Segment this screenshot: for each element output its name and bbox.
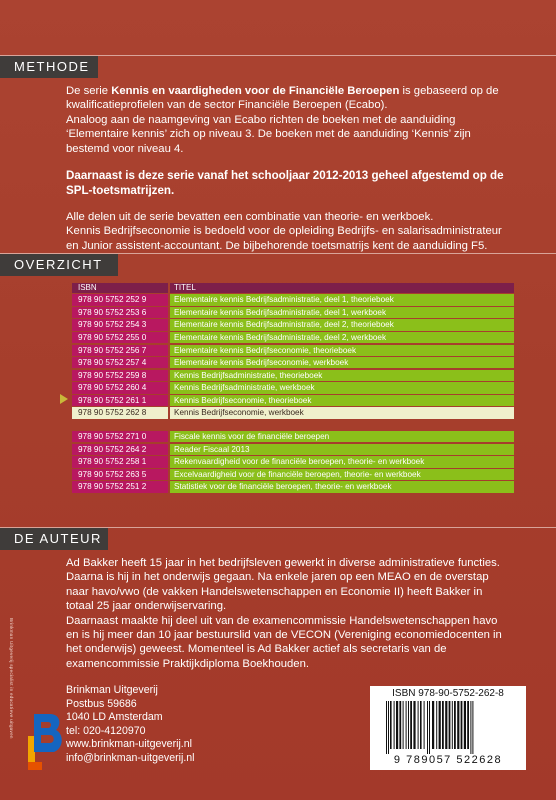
publisher-address	[66, 684, 195, 766]
publisher-name: Brinkman Uitgeverij	[66, 684, 158, 696]
barcode-bar	[449, 701, 451, 749]
isbn-cell: 978 90 5752 259 8	[72, 370, 168, 381]
methode-header: METHODE	[0, 56, 98, 78]
barcode-bar	[464, 701, 466, 749]
barcode-bar	[454, 701, 456, 749]
title-cell: Elementaire kennis Bedrijfseconomie, theorieboek	[170, 345, 514, 356]
table-header	[72, 283, 514, 293]
publisher-website: www.brinkman-uitgeverij.nl	[66, 738, 192, 751]
table-row	[72, 370, 514, 381]
isbn-cell: 978 90 5752 271 0	[72, 431, 168, 442]
table-row	[72, 307, 514, 318]
title-cell: Kennis Bedrijfseconomie, werkboek	[170, 407, 514, 418]
barcode-bar	[445, 701, 447, 749]
isbn-cell: 978 90 5752 260 4	[72, 382, 168, 393]
auteur-header: DE AUTEUR	[0, 528, 108, 550]
isbn-cell: 978 90 5752 263 5	[72, 469, 168, 480]
isbn-cell: 978 90 5752 256 7	[72, 345, 168, 356]
isbn-cell: 978 90 5752 258 1	[72, 456, 168, 467]
barcode-bar	[420, 701, 422, 749]
table-row	[72, 357, 514, 368]
publisher-spine-text: Brinkman Uitgeverij specialist in educatieve uitgaven	[9, 618, 14, 739]
table-gap	[72, 419, 514, 430]
table-row	[72, 444, 514, 455]
table-group-2	[72, 431, 514, 493]
title-cell: Rekenvaardigheid voor de financiële beroepen, theorie- en werkboek	[170, 456, 514, 467]
auteur-paragraph-1: Ad Bakker heeft 15 jaar in het bedrijfsleven gewerkt in diverse administratieve functies. Daarna is hij in het onderwijs gegaan. Na enkele jaren op een MEAO en de overstap naar havo/vwo (de vakken Handelswetenschappen en Economie II) heeft Bakker in totaal 25 jaar onderwijservaring.	[66, 557, 500, 613]
barcode-bar	[427, 701, 428, 754]
barcode-bar	[442, 701, 444, 749]
auteur-paragraph-2: Daarnaast maakte hij deel uit van de examencommissie Handelswetenschappen havo en is hij meer dan 10 jaar bestuurslid van de VECON (Vereniging economiedocenten in het onderwijs) geweest. Momenteel is Ad Bakker actief als secretaris van de examencommissie Praktijkdiploma Boekhouden.	[66, 614, 502, 670]
isbn-cell: 978 90 5752 255 0	[72, 332, 168, 343]
table-row	[72, 456, 514, 467]
title-cell: Elementaire kennis Bedrijfseconomie, werkboek	[170, 357, 514, 368]
barcode-bar	[410, 701, 412, 749]
table-row	[72, 395, 514, 406]
publisher-city: 1040 LD Amsterdam	[66, 711, 163, 724]
table-row	[72, 407, 514, 418]
barcode-bar	[418, 701, 419, 749]
isbn-cell: 978 90 5752 251 2	[72, 481, 168, 492]
title-cell: Kennis Bedrijfsadministratie, theorieboek	[170, 370, 514, 381]
isbn-cell: 978 90 5752 262 8	[72, 407, 168, 418]
barcode-bar	[457, 701, 459, 749]
barcode-bar	[424, 701, 425, 749]
publisher-postbus: Postbus 59686	[66, 697, 137, 710]
table-row	[72, 469, 514, 480]
title-cell: Kennis Bedrijfsadministratie, werkboek	[170, 382, 514, 393]
barcode-bar	[439, 701, 441, 749]
title-cell: Elementaire kennis Bedrijfsadministratie, deel 1, theorieboek	[170, 294, 514, 305]
column-header-titel: TITEL	[170, 283, 514, 293]
barcode-bars	[384, 701, 514, 754]
barcode	[370, 686, 526, 770]
brinkman-logo-icon	[24, 712, 64, 770]
table-row	[72, 319, 514, 330]
barcode-bar	[470, 701, 471, 754]
table-row	[72, 481, 514, 492]
isbn-cell: 978 90 5752 264 2	[72, 444, 168, 455]
table-row	[72, 345, 514, 356]
barcode-bar	[399, 701, 401, 749]
column-header-isbn: ISBN	[72, 283, 168, 293]
barcode-bar	[472, 701, 473, 754]
barcode-bar	[452, 701, 453, 749]
title-cell: Reader Fiscaal 2013	[170, 444, 514, 455]
title-cell: Kennis Bedrijfseconomie, theorieboek	[170, 395, 514, 406]
barcode-bar	[390, 701, 392, 749]
table-row	[72, 332, 514, 343]
publisher-email: info@brinkman-uitgeverij.nl	[66, 751, 195, 764]
isbn-cell: 978 90 5752 253 6	[72, 307, 168, 318]
table-group-1	[72, 294, 514, 419]
barcode-bar	[394, 701, 395, 749]
table-row	[72, 431, 514, 442]
barcode-bar	[461, 701, 463, 749]
barcode-bar	[408, 701, 409, 749]
barcode-bar	[386, 701, 387, 754]
barcode-bar	[436, 701, 437, 749]
barcode-bar	[396, 701, 398, 749]
overview-table	[72, 283, 514, 493]
methode-p1-pre: De serie	[66, 85, 112, 97]
barcode-bar	[403, 701, 404, 749]
methode-text	[66, 84, 506, 253]
series-title: Kennis en vaardigheden voor de Financiële Beroepen	[111, 85, 400, 97]
methode-p1-post: is gebaseerd op de kwalificatieprofielen van de sector Financiële Beroepen (Ecabo).	[66, 85, 499, 112]
highlight-arrow-icon	[60, 394, 68, 404]
title-cell: Elementaire kennis Bedrijfsadministratie, deel 2, theorieboek	[170, 319, 514, 330]
isbn-cell: 978 90 5752 252 9	[72, 294, 168, 305]
methode-paragraph-5: Kennis Bedrijfseconomie is bedoeld voor de opleiding Bedrijfs- en salarisadministrateur en Junior assistent-accountant. De bijbehorende toetsmatrijs kent de aanduiding F5.	[66, 225, 502, 252]
title-cell: Elementaire kennis Bedrijfsadministratie, deel 1, werkboek	[170, 307, 514, 318]
title-cell: Elementaire kennis Bedrijfsadministratie, deel 2, werkboek	[170, 332, 514, 343]
isbn-label: ISBN 978-90-5752-262-8	[392, 688, 504, 699]
barcode-bar	[432, 701, 434, 749]
methode-paragraph-3: Daarnaast is deze serie vanaf het schooljaar 2012-2013 geheel afgestemd op de SPL-toetsmatrijzen.	[66, 169, 504, 198]
methode-paragraph-2: Analoog aan de naamgeving van Ecabo richten de boeken met de aanduiding ‘Elementaire kennis’ zich op niveau 3. De boeken met de aanduiding ‘Kennis’ zijn bestemd voor niveau 4.	[66, 113, 471, 155]
barcode-bar	[467, 701, 469, 749]
title-cell: Excelvaardigheid voor de financiële beroepen, theorie- en werkboek	[170, 469, 514, 480]
barcode-bar	[413, 701, 415, 749]
table-row	[72, 294, 514, 305]
barcode-bar	[429, 701, 430, 754]
title-cell: Fiscale kennis voor de financiële beroepen	[170, 431, 514, 442]
barcode-bar	[388, 701, 389, 754]
isbn-cell: 978 90 5752 254 3	[72, 319, 168, 330]
methode-paragraph-1	[66, 84, 506, 113]
barcode-bar	[406, 701, 407, 749]
table-row	[72, 382, 514, 393]
barcode-digits: 9 789057 522628	[393, 754, 503, 766]
publisher-phone: tel: 020-4120970	[66, 724, 146, 737]
isbn-cell: 978 90 5752 257 4	[72, 357, 168, 368]
overzicht-header: OVERZICHT	[0, 254, 118, 276]
title-cell: Statistiek voor de financiële beroepen, theorie- en werkboek	[170, 481, 514, 492]
methode-paragraph-4: Alle delen uit de serie bevatten een combinatie van theorie- en werkboek.	[66, 211, 434, 224]
isbn-cell: 978 90 5752 261 1	[72, 395, 168, 406]
auteur-text	[66, 556, 510, 671]
